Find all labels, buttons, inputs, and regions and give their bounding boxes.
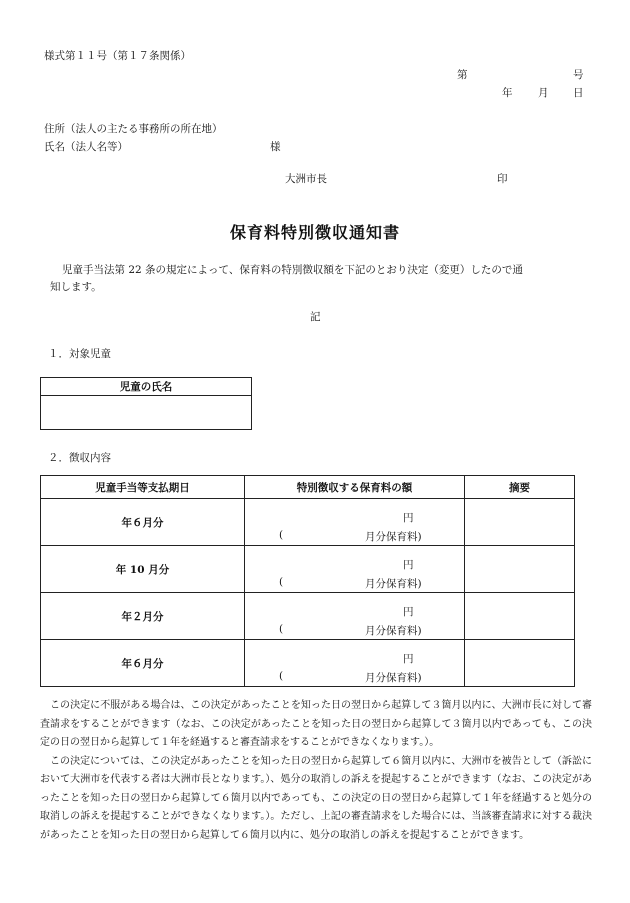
remarks-cell	[465, 640, 575, 687]
header-remarks: 摘要	[465, 476, 575, 499]
period-cell: 年２月分	[41, 593, 245, 640]
period-cell: 年 10 月分	[41, 546, 245, 593]
remarks-cell	[465, 593, 575, 640]
open-paren: (	[279, 529, 284, 541]
notice-text	[40, 697, 592, 845]
yen-unit: 円	[403, 559, 414, 571]
yen-unit: 円	[403, 512, 414, 524]
address-label: 住所（法人の主たる事務所の所在地）	[44, 123, 223, 135]
open-paren: (	[279, 576, 284, 588]
intro-line-2: 知します。	[50, 281, 102, 293]
document-title: 保育料特別徴収通知書	[229, 223, 400, 242]
month-fee-label: 月分保育料)	[365, 672, 422, 684]
yen-unit: 円	[403, 606, 414, 618]
seal-mark: 印	[497, 173, 508, 185]
honorific: 様	[270, 141, 281, 153]
table-row	[41, 593, 575, 640]
header-payment-date: 児童手当等支払期日	[41, 476, 245, 499]
appeal-note: この決定に不服がある場合は、この決定があったことを知った日の翌日から起算して３箇月以内に、大洲市長に対して審査請求をすることができます（なお、この決定があったことを知った日の翌日から起算して３箇月以内であっても、この決定の日の翌日から起算して１年を経過すると審査請求をすることができなくなります。）。	[40, 700, 592, 748]
remarks-cell	[465, 546, 575, 593]
open-paren: (	[279, 623, 284, 635]
amount-cell	[245, 499, 465, 546]
form-number: 様式第１１号（第１７条関係）	[44, 50, 191, 62]
remarks-cell	[465, 499, 575, 546]
period-cell: 年６月分	[41, 499, 245, 546]
table-row	[41, 546, 575, 593]
intro-line-1: 児童手当法第 22 条の規定によって、保育料の特別徴収額を下記のとおり決定（変更）したので通	[62, 264, 523, 276]
open-paren: (	[279, 670, 284, 682]
name-label: 氏名（法人名等）	[44, 141, 128, 153]
amount-cell	[245, 593, 465, 640]
yen-unit: 円	[403, 653, 414, 665]
collection-table	[40, 475, 575, 687]
amount-cell	[245, 640, 465, 687]
month-fee-label: 月分保育料)	[365, 625, 422, 637]
child-name-table	[40, 377, 252, 430]
section-1-heading: １．対象児童	[48, 348, 111, 360]
month-fee-label: 月分保育料)	[365, 578, 422, 590]
child-name-header: 児童の氏名	[41, 378, 252, 396]
header-amount: 特別徴収する保育料の額	[245, 476, 465, 499]
table-row	[41, 499, 575, 546]
doc-number-prefix: 第	[457, 69, 468, 81]
period-cell: 年６月分	[41, 640, 245, 687]
date-month: 月	[538, 87, 549, 99]
table-row	[41, 640, 575, 687]
section-2-heading: ２．徴収内容	[48, 452, 111, 464]
date-year: 年	[502, 87, 513, 99]
amount-cell	[245, 546, 465, 593]
lawsuit-note: この決定については、この決定があったことを知った日の翌日から起算して６箇月以内に、大洲市を被告として（訴訟において大洲市を代表する者は大洲市長となります。）、処分の取消しの訴えを提起することができます（なお、この決定があったことを知った日の翌日から起算して６箇月以内であっても、この決定の日の翌日から起算して１年を経過すると処分の取消しの訴えを提起することができなくなります。）。ただし、上記の審査請求をした場合には、当該審査請求に対する裁決があったことを知った日の翌日から起算して６箇月以内に、処分の取消しの訴えを提起することができます。	[40, 755, 592, 841]
ki-heading: 記	[310, 311, 321, 323]
date-day: 日	[573, 87, 584, 99]
doc-number-suffix: 号	[573, 69, 584, 81]
month-fee-label: 月分保育料)	[365, 531, 422, 543]
issuer: 大洲市長	[285, 173, 327, 185]
child-name-cell	[41, 396, 252, 430]
